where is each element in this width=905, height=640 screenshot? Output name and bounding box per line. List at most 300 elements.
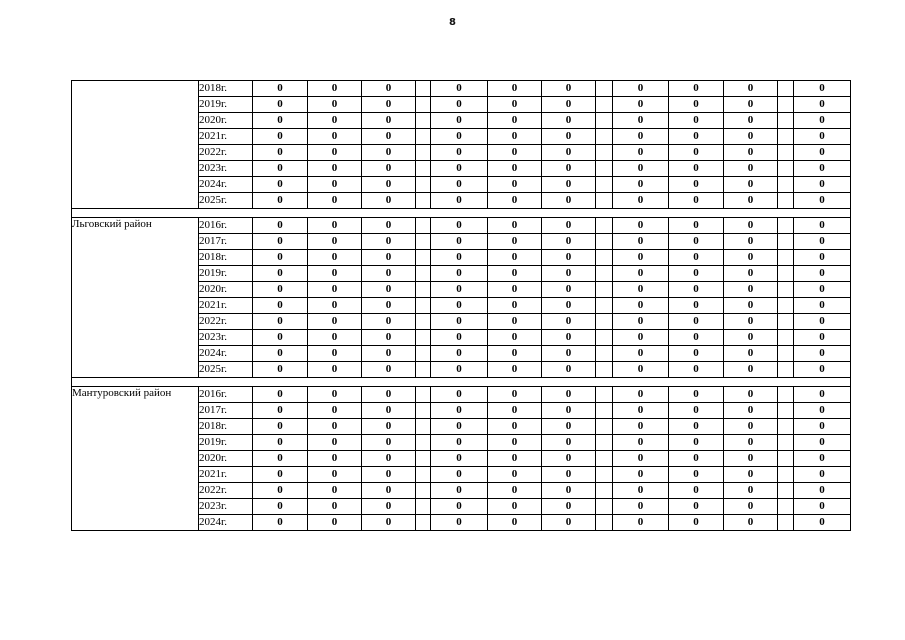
gap-cell: [416, 362, 431, 378]
gap-cell: [778, 499, 794, 515]
gap-cell: [778, 435, 794, 451]
value-cell: 0: [431, 266, 488, 282]
value-cell: 0: [431, 145, 488, 161]
value-cell: 0: [308, 330, 362, 346]
value-cell: 0: [362, 218, 416, 234]
year-cell: 2024г.: [199, 177, 253, 193]
gap-cell: [416, 234, 431, 250]
gap-cell: [416, 499, 431, 515]
value-cell: 0: [613, 330, 669, 346]
value-cell: 0: [724, 282, 778, 298]
gap-cell: [778, 161, 794, 177]
value-cell: 0: [362, 193, 416, 209]
value-cell: 0: [794, 515, 851, 531]
gap-cell: [778, 467, 794, 483]
gap-cell: [416, 330, 431, 346]
value-cell: 0: [669, 346, 724, 362]
value-cell: 0: [362, 314, 416, 330]
gap-cell: [416, 266, 431, 282]
gap-cell: [596, 362, 613, 378]
value-cell: 0: [542, 435, 596, 451]
gap-cell: [778, 81, 794, 97]
gap-cell: [778, 419, 794, 435]
gap-cell: [416, 467, 431, 483]
value-cell: 0: [542, 193, 596, 209]
value-cell: 0: [488, 113, 542, 129]
value-cell: 0: [308, 499, 362, 515]
gap-cell: [778, 218, 794, 234]
value-cell: 0: [613, 515, 669, 531]
value-cell: 0: [724, 467, 778, 483]
value-cell: 0: [253, 403, 308, 419]
value-cell: 0: [613, 161, 669, 177]
gap-cell: [416, 346, 431, 362]
value-cell: 0: [724, 177, 778, 193]
value-cell: 0: [362, 362, 416, 378]
table-row: [72, 81, 851, 97]
value-cell: 0: [431, 113, 488, 129]
value-cell: 0: [794, 346, 851, 362]
value-cell: 0: [362, 483, 416, 499]
district-name: Льговский район: [72, 218, 199, 378]
value-cell: 0: [253, 161, 308, 177]
gap-cell: [778, 483, 794, 499]
gap-cell: [778, 403, 794, 419]
value-cell: 0: [794, 145, 851, 161]
value-cell: 0: [488, 97, 542, 113]
value-cell: 0: [724, 346, 778, 362]
value-cell: 0: [613, 129, 669, 145]
value-cell: 0: [362, 403, 416, 419]
gap-cell: [778, 234, 794, 250]
year-cell: 2021г.: [199, 129, 253, 145]
gap-cell: [416, 282, 431, 298]
value-cell: 0: [669, 81, 724, 97]
value-cell: 0: [794, 81, 851, 97]
gap-cell: [416, 218, 431, 234]
value-cell: 0: [669, 129, 724, 145]
value-cell: 0: [253, 330, 308, 346]
gap-cell: [596, 435, 613, 451]
year-cell: 2017г.: [199, 234, 253, 250]
value-cell: 0: [308, 467, 362, 483]
year-cell: 2023г.: [199, 330, 253, 346]
gap-cell: [778, 250, 794, 266]
block-separator: [72, 378, 851, 387]
value-cell: 0: [253, 218, 308, 234]
value-cell: 0: [362, 282, 416, 298]
value-cell: 0: [362, 451, 416, 467]
gap-cell: [778, 97, 794, 113]
value-cell: 0: [613, 387, 669, 403]
gap-cell: [596, 451, 613, 467]
year-cell: 2024г.: [199, 515, 253, 531]
gap-cell: [778, 330, 794, 346]
gap-cell: [596, 81, 613, 97]
value-cell: 0: [308, 97, 362, 113]
year-cell: 2023г.: [199, 161, 253, 177]
gap-cell: [596, 161, 613, 177]
gap-cell: [416, 81, 431, 97]
value-cell: 0: [431, 419, 488, 435]
value-cell: 0: [542, 129, 596, 145]
year-cell: 2020г.: [199, 113, 253, 129]
value-cell: 0: [308, 403, 362, 419]
value-cell: 0: [669, 145, 724, 161]
value-cell: 0: [724, 515, 778, 531]
value-cell: 0: [724, 113, 778, 129]
value-cell: 0: [613, 451, 669, 467]
value-cell: 0: [794, 177, 851, 193]
value-cell: 0: [724, 81, 778, 97]
value-cell: 0: [669, 234, 724, 250]
value-cell: 0: [794, 161, 851, 177]
gap-cell: [596, 234, 613, 250]
value-cell: 0: [308, 346, 362, 362]
value-cell: 0: [253, 81, 308, 97]
value-cell: 0: [488, 403, 542, 419]
value-cell: 0: [669, 330, 724, 346]
value-cell: 0: [542, 451, 596, 467]
year-cell: 2019г.: [199, 97, 253, 113]
value-cell: 0: [253, 282, 308, 298]
value-cell: 0: [253, 467, 308, 483]
value-cell: 0: [613, 467, 669, 483]
value-cell: 0: [542, 387, 596, 403]
value-cell: 0: [669, 467, 724, 483]
gap-cell: [596, 145, 613, 161]
gap-cell: [596, 218, 613, 234]
value-cell: 0: [542, 81, 596, 97]
value-cell: 0: [431, 403, 488, 419]
value-cell: 0: [431, 250, 488, 266]
value-cell: 0: [488, 330, 542, 346]
value-cell: 0: [669, 282, 724, 298]
value-cell: 0: [253, 129, 308, 145]
value-cell: 0: [362, 250, 416, 266]
value-cell: 0: [669, 362, 724, 378]
year-cell: 2020г.: [199, 451, 253, 467]
year-cell: 2019г.: [199, 435, 253, 451]
value-cell: 0: [794, 113, 851, 129]
value-cell: 0: [431, 314, 488, 330]
value-cell: 0: [669, 298, 724, 314]
value-cell: 0: [794, 298, 851, 314]
value-cell: 0: [669, 113, 724, 129]
value-cell: 0: [794, 218, 851, 234]
value-cell: 0: [253, 177, 308, 193]
page-number: 8: [449, 17, 456, 28]
value-cell: 0: [362, 266, 416, 282]
gap-cell: [596, 129, 613, 145]
value-cell: 0: [613, 145, 669, 161]
value-cell: 0: [724, 97, 778, 113]
value-cell: 0: [253, 451, 308, 467]
value-cell: 0: [794, 193, 851, 209]
gap-cell: [416, 419, 431, 435]
value-cell: 0: [613, 499, 669, 515]
value-cell: 0: [724, 129, 778, 145]
value-cell: 0: [613, 177, 669, 193]
value-cell: 0: [431, 387, 488, 403]
value-cell: 0: [431, 330, 488, 346]
gap-cell: [778, 515, 794, 531]
gap-cell: [778, 314, 794, 330]
value-cell: 0: [253, 362, 308, 378]
gap-cell: [778, 298, 794, 314]
value-cell: 0: [794, 314, 851, 330]
value-cell: 0: [542, 97, 596, 113]
gap-cell: [416, 515, 431, 531]
value-cell: 0: [794, 499, 851, 515]
gap-cell: [596, 419, 613, 435]
value-cell: 0: [308, 419, 362, 435]
gap-cell: [596, 515, 613, 531]
year-cell: 2019г.: [199, 266, 253, 282]
gap-cell: [416, 129, 431, 145]
value-cell: 0: [794, 330, 851, 346]
value-cell: 0: [488, 177, 542, 193]
value-cell: 0: [308, 234, 362, 250]
value-cell: 0: [308, 177, 362, 193]
value-cell: 0: [362, 97, 416, 113]
value-cell: 0: [724, 314, 778, 330]
value-cell: 0: [362, 419, 416, 435]
year-cell: 2024г.: [199, 346, 253, 362]
gap-cell: [416, 177, 431, 193]
value-cell: 0: [542, 177, 596, 193]
value-cell: 0: [669, 266, 724, 282]
value-cell: 0: [488, 499, 542, 515]
value-cell: 0: [308, 113, 362, 129]
value-cell: 0: [308, 129, 362, 145]
year-cell: 2016г.: [199, 218, 253, 234]
year-cell: 2022г.: [199, 483, 253, 499]
value-cell: 0: [794, 250, 851, 266]
block-separator: [72, 209, 851, 218]
value-cell: 0: [542, 218, 596, 234]
value-cell: 0: [542, 145, 596, 161]
gap-cell: [778, 346, 794, 362]
value-cell: 0: [613, 113, 669, 129]
value-cell: 0: [431, 483, 488, 499]
value-cell: 0: [724, 145, 778, 161]
value-cell: 0: [431, 177, 488, 193]
value-cell: 0: [724, 403, 778, 419]
value-cell: 0: [542, 298, 596, 314]
value-cell: 0: [431, 515, 488, 531]
value-cell: 0: [794, 467, 851, 483]
value-cell: 0: [542, 250, 596, 266]
value-cell: 0: [431, 161, 488, 177]
value-cell: 0: [253, 97, 308, 113]
value-cell: 0: [253, 483, 308, 499]
value-cell: 0: [488, 193, 542, 209]
gap-cell: [596, 483, 613, 499]
value-cell: 0: [542, 234, 596, 250]
value-cell: 0: [542, 161, 596, 177]
value-cell: 0: [724, 362, 778, 378]
value-cell: 0: [724, 451, 778, 467]
value-cell: 0: [724, 250, 778, 266]
value-cell: 0: [669, 314, 724, 330]
value-cell: 0: [362, 177, 416, 193]
value-cell: 0: [613, 234, 669, 250]
value-cell: 0: [794, 483, 851, 499]
value-cell: 0: [669, 97, 724, 113]
value-cell: 0: [794, 282, 851, 298]
value-cell: 0: [724, 161, 778, 177]
value-cell: 0: [253, 515, 308, 531]
value-cell: 0: [431, 362, 488, 378]
value-cell: 0: [613, 250, 669, 266]
value-cell: 0: [253, 499, 308, 515]
value-cell: 0: [431, 129, 488, 145]
gap-cell: [416, 403, 431, 419]
value-cell: 0: [613, 266, 669, 282]
year-cell: 2018г.: [199, 419, 253, 435]
value-cell: 0: [253, 435, 308, 451]
value-cell: 0: [488, 218, 542, 234]
year-cell: 2021г.: [199, 467, 253, 483]
value-cell: 0: [669, 451, 724, 467]
value-cell: 0: [308, 193, 362, 209]
year-cell: 2025г.: [199, 193, 253, 209]
value-cell: 0: [431, 234, 488, 250]
gap-cell: [596, 314, 613, 330]
value-cell: 0: [542, 362, 596, 378]
gap-cell: [596, 298, 613, 314]
table-row: [72, 218, 851, 234]
value-cell: 0: [253, 387, 308, 403]
year-cell: 2022г.: [199, 145, 253, 161]
value-cell: 0: [431, 451, 488, 467]
value-cell: 0: [362, 129, 416, 145]
year-cell: 2023г.: [199, 499, 253, 515]
value-cell: 0: [253, 298, 308, 314]
gap-cell: [778, 266, 794, 282]
value-cell: 0: [794, 387, 851, 403]
value-cell: 0: [362, 234, 416, 250]
value-cell: 0: [308, 250, 362, 266]
value-cell: 0: [724, 435, 778, 451]
value-cell: 0: [542, 282, 596, 298]
value-cell: 0: [724, 330, 778, 346]
gap-cell: [596, 387, 613, 403]
gap-cell: [416, 193, 431, 209]
value-cell: 0: [308, 451, 362, 467]
value-cell: 0: [362, 467, 416, 483]
district-name: [72, 81, 199, 209]
data-table: [71, 80, 851, 531]
value-cell: 0: [362, 515, 416, 531]
value-cell: 0: [542, 113, 596, 129]
year-cell: 2018г.: [199, 250, 253, 266]
value-cell: 0: [669, 483, 724, 499]
gap-cell: [596, 177, 613, 193]
gap-cell: [596, 499, 613, 515]
value-cell: 0: [362, 346, 416, 362]
value-cell: 0: [724, 193, 778, 209]
value-cell: 0: [488, 314, 542, 330]
value-cell: 0: [431, 282, 488, 298]
value-cell: 0: [488, 387, 542, 403]
value-cell: 0: [488, 515, 542, 531]
gap-cell: [416, 435, 431, 451]
value-cell: 0: [308, 282, 362, 298]
value-cell: 0: [794, 97, 851, 113]
value-cell: 0: [431, 193, 488, 209]
value-cell: 0: [488, 435, 542, 451]
value-cell: 0: [488, 266, 542, 282]
year-cell: 2021г.: [199, 298, 253, 314]
value-cell: 0: [542, 483, 596, 499]
value-cell: 0: [613, 282, 669, 298]
value-cell: 0: [669, 218, 724, 234]
gap-cell: [596, 250, 613, 266]
value-cell: 0: [542, 419, 596, 435]
value-cell: 0: [613, 419, 669, 435]
value-cell: 0: [253, 113, 308, 129]
value-cell: 0: [794, 403, 851, 419]
gap-cell: [416, 113, 431, 129]
gap-cell: [596, 193, 613, 209]
value-cell: 0: [794, 129, 851, 145]
value-cell: 0: [431, 499, 488, 515]
gap-cell: [778, 282, 794, 298]
gap-cell: [416, 250, 431, 266]
value-cell: 0: [542, 314, 596, 330]
gap-cell: [596, 346, 613, 362]
value-cell: 0: [613, 435, 669, 451]
separator-cell: [72, 209, 851, 218]
value-cell: 0: [488, 129, 542, 145]
value-cell: 0: [431, 467, 488, 483]
value-cell: 0: [488, 250, 542, 266]
value-cell: 0: [308, 387, 362, 403]
value-cell: 0: [488, 234, 542, 250]
value-cell: 0: [488, 419, 542, 435]
value-cell: 0: [431, 218, 488, 234]
value-cell: 0: [362, 161, 416, 177]
value-cell: 0: [542, 330, 596, 346]
value-cell: 0: [431, 298, 488, 314]
gap-cell: [596, 467, 613, 483]
value-cell: 0: [542, 499, 596, 515]
value-cell: 0: [724, 483, 778, 499]
value-cell: 0: [724, 266, 778, 282]
value-cell: 0: [613, 97, 669, 113]
value-cell: 0: [794, 266, 851, 282]
year-cell: 2020г.: [199, 282, 253, 298]
value-cell: 0: [724, 499, 778, 515]
value-cell: 0: [613, 298, 669, 314]
year-cell: 2022г.: [199, 314, 253, 330]
value-cell: 0: [253, 193, 308, 209]
value-cell: 0: [431, 97, 488, 113]
value-cell: 0: [488, 451, 542, 467]
value-cell: 0: [724, 387, 778, 403]
value-cell: 0: [724, 218, 778, 234]
value-cell: 0: [488, 298, 542, 314]
gap-cell: [778, 145, 794, 161]
gap-cell: [416, 161, 431, 177]
gap-cell: [596, 97, 613, 113]
value-cell: 0: [253, 250, 308, 266]
value-cell: 0: [253, 234, 308, 250]
value-cell: 0: [488, 346, 542, 362]
gap-cell: [416, 145, 431, 161]
